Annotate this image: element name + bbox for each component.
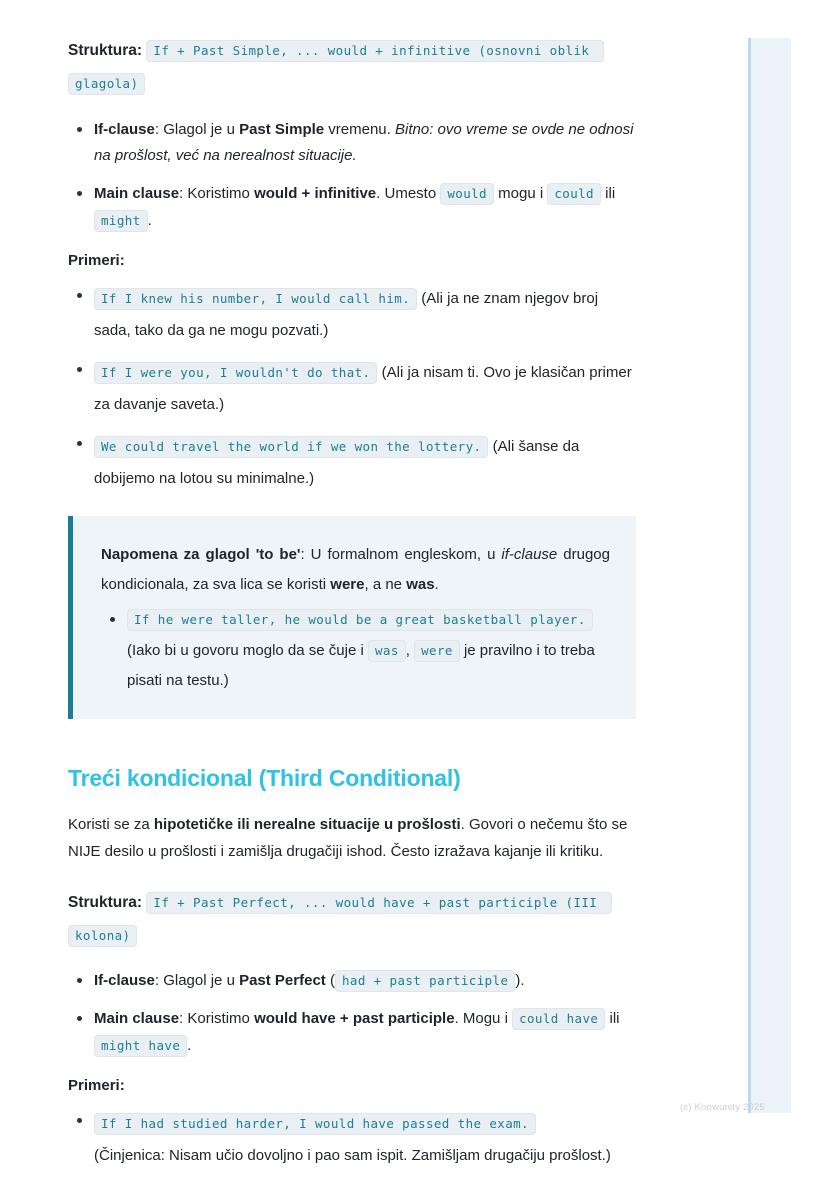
rule-italic-note: Bitno: ovo vreme se ovde ne odnosi na prošlost, već na nerealnost situacije. <box>94 120 634 165</box>
rule-term: If-clause <box>94 120 155 138</box>
intro-text: Koristi se za <box>68 816 154 834</box>
callout-paragraph <box>101 540 610 599</box>
callout-example-list <box>101 605 610 697</box>
structure-label: Struktura: <box>68 893 143 911</box>
intro-text: . Govori o nečemu što se NIJE desilo u prošlosti i zamišlja drugačiji ishod. Često izražava kajanje ili kritiku. <box>68 816 628 860</box>
intro-paragraph-third-conditional <box>68 812 638 865</box>
callout-note-to-be <box>68 516 636 719</box>
code-chip-might-have: might have <box>94 1035 187 1057</box>
rule-text: ). <box>515 972 525 990</box>
example-note: (Činjenica: Nisam učio dovoljno i pao sam ispit. Zamišljam drugačiju prošlost.) <box>94 1146 611 1164</box>
code-chip-was: was <box>368 640 406 662</box>
rule-text: : Glagol je u <box>154 120 240 138</box>
rules-list-third-conditional <box>68 968 638 1059</box>
structure-line-third-conditional <box>68 886 638 953</box>
list-item-example <box>94 357 638 420</box>
examples-list-third-conditional <box>68 1108 638 1171</box>
example-code: If I were you, I wouldn't do that. <box>94 362 377 384</box>
rule-bold: Past Perfect <box>239 972 326 990</box>
rule-term: If-clause <box>94 972 155 990</box>
rule-bold: Past Simple <box>239 120 325 138</box>
rule-text: vremenu. <box>324 120 395 138</box>
callout-italic: if-clause <box>501 546 558 564</box>
rule-text: ili <box>605 1009 620 1027</box>
examples-label-third: Primeri: <box>68 1077 125 1095</box>
rule-text: ili <box>600 185 616 202</box>
example-note: (Ali šanse da dobijemo na lotou su minimalne.) <box>94 438 580 487</box>
callout-bold-were: were <box>330 575 365 593</box>
examples-label-second: Primeri: <box>68 252 125 270</box>
example-code: If I knew his number, I would call him. <box>94 288 417 310</box>
rule-term: Main clause <box>94 1009 180 1027</box>
callout-text: drugog kondicionala, za sva lica se koristi <box>101 546 610 593</box>
callout-bold-was: was <box>406 575 435 593</box>
callout-text: : U formalnom engleskom, u <box>300 546 502 564</box>
callout-title: Napomena za glagol 'to be' <box>101 546 301 564</box>
examples-list-second-conditional <box>68 283 638 494</box>
example-note: (Ali ja ne znam njegov broj sada, tako da ga ne mogu pozvati.) <box>94 290 599 339</box>
callout-text: , a ne <box>364 575 407 593</box>
rules-list-second-conditional <box>68 117 638 235</box>
example-code: We could travel the world if we won the lottery. <box>94 436 488 458</box>
list-item-example <box>94 431 638 494</box>
example-code: If I had studied harder, I would have passed the exam. <box>94 1113 536 1135</box>
code-chip-could: could <box>547 183 601 205</box>
callout-example-text: , <box>405 641 415 659</box>
callout-example-text: je pravilno i to treba pisati na testu.) <box>127 641 595 690</box>
callout-example-code: If he were taller, he would be a great basketball player. <box>127 609 593 631</box>
rule-text: . <box>187 1036 192 1054</box>
list-item-example <box>94 1108 638 1171</box>
next-page-edge-strip <box>748 38 791 1113</box>
structure-code-third-conditional: If + Past Perfect, ... would have + past participle (III kolona) <box>68 892 612 947</box>
rule-text: : Glagol je u <box>154 972 240 990</box>
code-chip-could-have: could have <box>512 1008 605 1030</box>
list-item-if-clause-third <box>94 968 638 995</box>
rule-text: ( <box>325 972 335 990</box>
code-chip-would: would <box>440 183 494 205</box>
rule-text: mogu i <box>493 185 548 202</box>
callout-example-text: (Iako bi u govoru moglo da se čuje i <box>127 641 368 659</box>
rule-bold: would + infinitive <box>254 185 377 202</box>
rule-text: . <box>147 211 152 229</box>
structure-line-second-conditional <box>68 34 638 101</box>
code-chip-might: might <box>94 210 148 232</box>
rule-term: Main clause <box>94 185 180 202</box>
list-item-main-clause-third <box>94 1006 638 1059</box>
rule-text: : Koristimo <box>179 1009 255 1027</box>
callout-text: . <box>434 575 439 593</box>
list-item-main-clause-second <box>94 181 638 234</box>
structure-code-second-conditional: If + Past Simple, ... would + infinitive (osnovni oblik glagola) <box>68 40 604 95</box>
rule-text: . Umesto <box>376 185 441 202</box>
rule-bold: would have + past participle <box>254 1009 455 1027</box>
code-chip-were: were <box>414 640 460 662</box>
rule-text: . Mogu i <box>454 1009 513 1027</box>
note-content <box>68 34 638 1171</box>
copyright-watermark: (c) Knowunity 2025 <box>680 1102 765 1113</box>
list-item-if-clause-second <box>94 117 638 170</box>
rule-text: : Koristimo <box>179 185 255 202</box>
page-title-third-conditional: Treći kondicional (Third Conditional) <box>68 765 461 792</box>
example-note: (Ali ja nisam ti. Ovo je klasičan primer za davanje saveta.) <box>94 364 632 413</box>
structure-label: Struktura: <box>68 42 143 59</box>
intro-bold: hipotetičke ili nerealne situacije u prošlosti <box>153 816 461 834</box>
list-item-callout-example <box>127 605 610 697</box>
code-chip-had-past-participle: had + past participle <box>335 970 515 992</box>
list-item-example <box>94 283 638 346</box>
